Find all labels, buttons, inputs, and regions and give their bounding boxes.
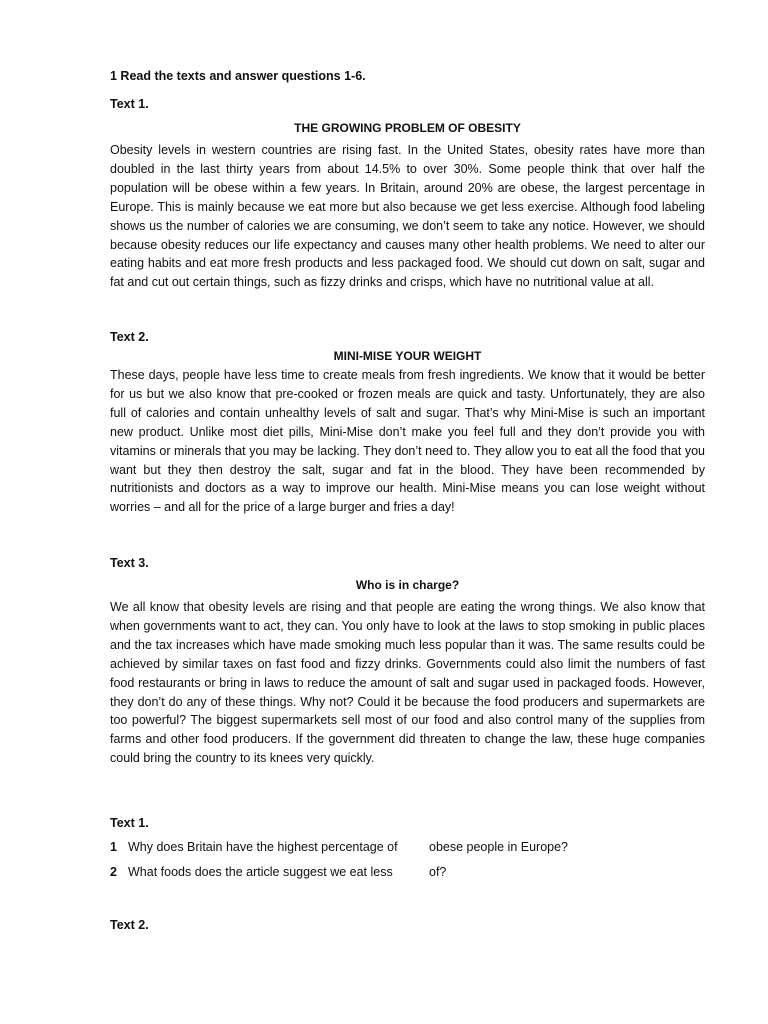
text2-label: Text 2.: [110, 330, 149, 344]
question-text-part2: obese people in Europe?: [429, 840, 569, 854]
question-number: 1: [110, 840, 117, 854]
question-text-part2: of?: [429, 865, 447, 879]
text3-title: Who is in charge?: [355, 578, 460, 592]
text3-label: Text 3.: [110, 556, 149, 570]
question-item: [110, 840, 568, 854]
question-item: [110, 865, 446, 879]
text3-body: We all know that obesity levels are rising and that people are eating the wrong things. We also know that when governments want to act, they can. You only have to look at the laws to stop smoking in public places and the tax increases which have made smoking much less popular than it was. The same results could be achieved by similar taxes on fast food and fizzy drinks. Governments could also limit the numbers of fast food restaurants or bring in laws to reduce the amount of salt and sugar used in packaged foods. However, they don’t do any of these things. Why not? Could it be because the food producers and supermarkets are too powerful? The biggest supermarkets sell most of our food and also control many of the supplies from farms and other food producers. If the government did threaten to change the law, these huge companies could bring the country to its knees very quickly.: [110, 600, 705, 766]
worksheet-instruction: 1 Read the texts and answer questions 1-6.: [110, 69, 366, 83]
text1-label: Text 1.: [110, 97, 149, 111]
text2-body: These days, people have less time to create meals from fresh ingredients. We know that it would be better for us but we also know that pre-cooked or frozen meals are quick and tasty. Unfortunately, they are also full of calories and contain unhealthy levels of salt and sugar. That’s why Mini-Mise is such an important new product. Unlike most diet pills, Mini-Mise don’t make you feel full and they don’t provide you with vitamins or minerals that you may be lacking. They don’t need to. They allow you to eat all the food that you want but they then destroy the salt, sugar and fat in the blood. They have been recommended by nutritionists and doctors as a way to improve our health. Mini-Mise means you can lose weight without worries – and all for the price of a large burger and fries a day!: [110, 368, 705, 515]
questions-text1-label: Text 1.: [110, 816, 149, 830]
text1-title: THE GROWING PROBLEM OF OBESITY: [294, 121, 521, 135]
questions-text2-label: Text 2.: [110, 918, 149, 932]
text1-body: Obesity levels in western countries are rising fast. In the United States, obesity rates have more than doubled in the last thirty years from about 14.5% to over 30%. Some people think that over half the population will be obese within a few years. In Britain, around 20% are obese, the largest percentage in Europe. This is mainly because we eat more but also because we get less exercise. Although food labeling shows us the number of calories we are consuming, we don’t seem to take any notice. However, we should because obesity reduces our life expectancy and causes many other health problems. We need to alter our eating habits and eat more fresh products and less packaged food. We should cut down on salt, sugar and fat and cut out certain things, such as fizzy drinks and crisps, which have no nutritional value at all.: [110, 143, 705, 290]
question-text-part1: What foods does the article suggest we eat less: [128, 865, 393, 879]
text2-title: MINI-MISE YOUR WEIGHT: [333, 349, 482, 363]
question-text-part1: Why does Britain have the highest percentage of: [128, 840, 398, 854]
question-number: 2: [110, 865, 117, 879]
